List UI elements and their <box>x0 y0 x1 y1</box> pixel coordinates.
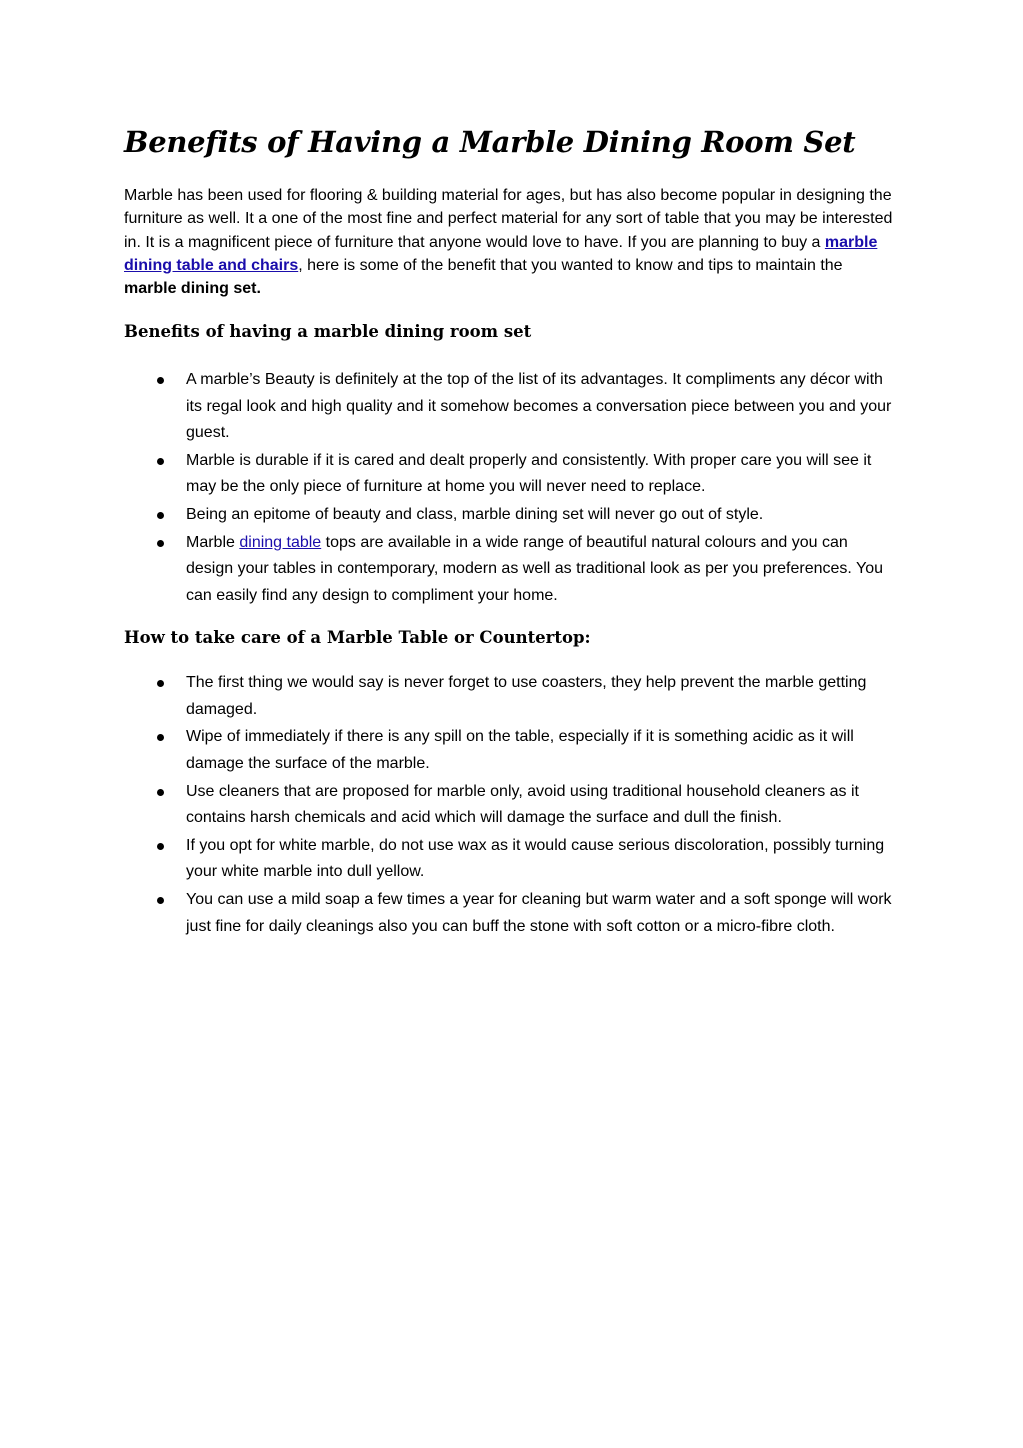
bullet-icon <box>157 377 164 384</box>
list-item-text: The first thing we would say is never forget to use coasters, they help prevent the marble getting damaged. <box>186 674 867 718</box>
list-item-text: Use cleaners that are proposed for marble only, avoid using traditional household cleaners as it contains harsh chemicals and acid which will damage the surface and dull the finish. <box>186 782 859 827</box>
benefits-list <box>124 367 899 611</box>
dining-table-link[interactable]: dining table <box>239 533 322 551</box>
bullet-icon <box>157 512 164 519</box>
list-item <box>124 670 899 723</box>
marble-dining-table-link[interactable]: marble dining table and chairs <box>124 233 878 274</box>
list-item-text: Marble is durable if it is cared and dealt properly and consistently. With proper care you will see it may be the only piece of furniture at home you will never need to replace. <box>186 451 872 496</box>
bullet-icon <box>157 540 164 547</box>
intro-text-middle: , here is some of the benefit that you wanted to know and tips to maintain the <box>298 256 843 274</box>
list-item-text: You can use a mild soap a few times a year for cleaning but warm water and a soft sponge will work just fine for daily cleanings also you can buff the stone with soft cotton or a micro-fibre cloth. <box>186 891 892 935</box>
list-item-text: Wipe of immediately if there is any spill on the table, especially if it is something acidic as it will damage the surface of the marble. <box>186 728 854 772</box>
list-item <box>124 367 899 447</box>
list-item-text: A marble’s Beauty is definitely at the top of the list of its advantages. It compliments any décor with its regal look and high quality and it somehow becomes a conversation piece between you and your guest. <box>186 371 892 441</box>
list-item-text-start: Marble <box>186 533 240 551</box>
bullet-icon <box>157 843 164 850</box>
list-item-text: If you opt for white marble, do not use wax as it would cause serious discoloration, possibly turning your white marble into dull yellow. <box>186 836 885 881</box>
list-item-text-end: tops are available in a wide range of beautiful natural colours and you can design your tables in contemporary, modern as well as traditional look as per you preferences. You can easily find any design to compliment your home. <box>186 533 883 604</box>
care-heading: How to take care of a Marble Table or Countertop: <box>124 628 591 647</box>
bullet-icon <box>157 789 164 796</box>
page-title: Benefits of Having a Marble Dining Room Set <box>124 125 856 159</box>
benefits-heading: Benefits of having a marble dining room set <box>124 322 532 341</box>
list-item-text: Being an epitome of beauty and class, marble dining set will never go out of style. <box>186 506 764 524</box>
intro-bold-text: marble dining set. <box>124 280 261 298</box>
intro-text-start: Marble has been used for flooring & building material for ages, but has also become popular in designing the furniture as well. It a one of the most fine and perfect material for any sort of table that you may be interested in. It is a magnificent piece of furniture that anyone would love to have. If you are planning to buy a <box>124 187 893 251</box>
list-item <box>124 448 899 501</box>
list-item <box>124 779 899 832</box>
bullet-icon <box>157 897 164 904</box>
care-list <box>124 670 899 941</box>
list-item <box>124 502 899 529</box>
bullet-icon <box>157 680 164 687</box>
bullet-icon <box>157 734 164 741</box>
intro-paragraph <box>124 184 899 300</box>
list-item <box>124 530 899 610</box>
list-item <box>124 833 899 886</box>
bullet-icon <box>157 458 164 465</box>
list-item <box>124 887 899 940</box>
list-item <box>124 724 899 777</box>
